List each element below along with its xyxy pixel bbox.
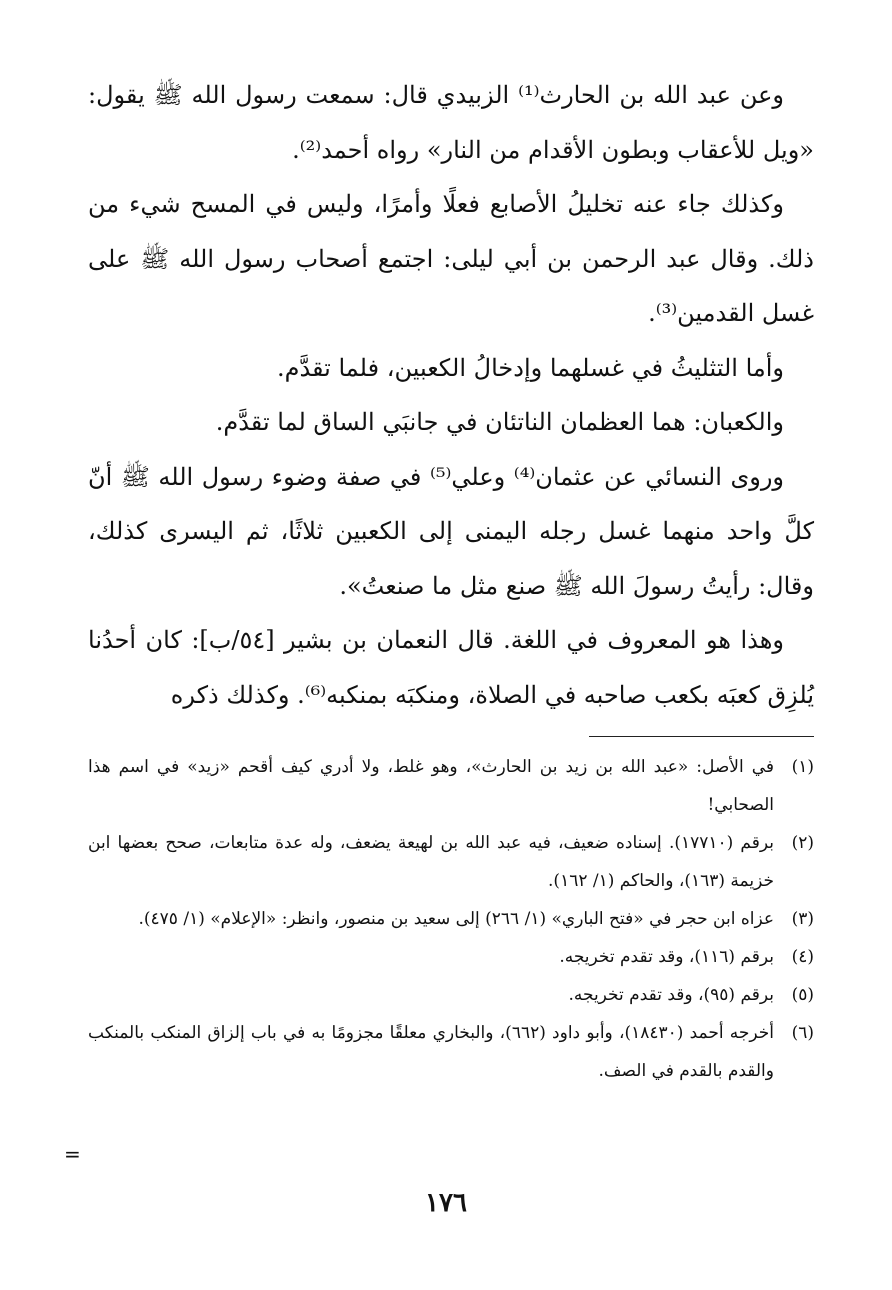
paragraph-1: وعن عبد الله بن الحارث⁽¹⁾ الزبيدي قال: سمعت رسول الله ﷺ يقول: «ويل للأعقاب وبطون الأقدام من النار» رواه أحمد⁽²⁾. xyxy=(88,81,814,164)
footnote-number: (٤) xyxy=(791,947,814,967)
paragraph-6: وهذا هو المعروف في اللغة. قال النعمان بن بشير [٥٤/ب]: كان أحدُنا يُلزِق كعبَه بكعب صاحبه في الصلاة، ومنكبَه بمنكبه⁽⁶⁾. وكذلك ذكره xyxy=(88,626,814,709)
footnote-item xyxy=(88,900,814,938)
page-number: ١٧٦ xyxy=(425,1188,467,1218)
footnote-text: أخرجه أحمد (١٨٤٣٠)، وأبو داود (٦٦٢)، والبخاري معلقًا مجزومًا به في باب إلزاق المنكب بالمنكب والقدم بالقدم في الصف. xyxy=(88,1023,774,1081)
footnote-text: برقم (٩٥)، وقد تقدم تخريجه. xyxy=(568,985,774,1005)
footnotes xyxy=(88,748,814,1090)
footnote-number: (٣) xyxy=(791,909,814,929)
footnote-item xyxy=(88,748,814,824)
footnote-text: برقم (١٧٧١٠). إسناده ضعيف، فيه عبد الله بن لهيعة يضعف، وله عدة متابعات، صحح بعضها ابن خزيمة (١٦٣)، والحاكم (١/ ١٦٢). xyxy=(88,833,774,891)
footnote-number: (١) xyxy=(791,757,814,777)
footnote-number: (٥) xyxy=(791,985,814,1005)
paragraph-4: والكعبان: هما العظمان الناتئان في جانبَي الساق لما تقدَّم. xyxy=(215,408,784,436)
footnote-text: عزاه ابن حجر في «فتح الباري» (١/ ٢٦٦) إلى سعيد بن منصور، وانظر: «الإعلام» (١/ ٤٧٥). xyxy=(138,909,774,929)
paragraph-5: وروى النسائي عن عثمان⁽⁴⁾ وعلي⁽⁵⁾ في صفة وضوء رسول الله ﷺ أنّ كلَّ واحد منهما غسل رجله اليمنى إلى الكعبين ثلاثًا، ثم اليسرى كذلك، وقال: رأيتُ رسولَ الله ﷺ صنع مثل ما صنعتُ». xyxy=(88,462,814,600)
footnote-text: في الأصل: «عبد الله بن زيد بن الحارث»، وهو غلط، ولا أدري كيف أقحم «زيد» في اسم هذا الصحابي! xyxy=(88,757,774,815)
paragraph-2: وكذلك جاء عنه تخليلُ الأصابع فعلًا وأمرًا، وليس في المسح شيء من ذلك. وقال عبد الرحمن بن أبي ليلى: اجتمع أصحاب رسول الله ﷺ على غسل القدمين⁽³⁾. xyxy=(88,190,814,327)
footnote-item xyxy=(88,824,814,900)
footnote-item xyxy=(88,1014,814,1090)
footnote-item xyxy=(88,976,814,1014)
footnote-text: برقم (١١٦)، وقد تقدم تخريجه. xyxy=(559,947,774,967)
paragraph-3: وأما التثليثُ في غسلهما وإدخالُ الكعبين، فلما تقدَّم. xyxy=(276,353,784,382)
continuation-mark: = xyxy=(64,1142,81,1166)
footnote-number: (٦) xyxy=(791,1023,814,1043)
footnote-item xyxy=(88,938,814,976)
footnote-separator xyxy=(589,736,814,737)
footnote-number: (٢) xyxy=(791,833,814,853)
main-text xyxy=(88,68,814,722)
